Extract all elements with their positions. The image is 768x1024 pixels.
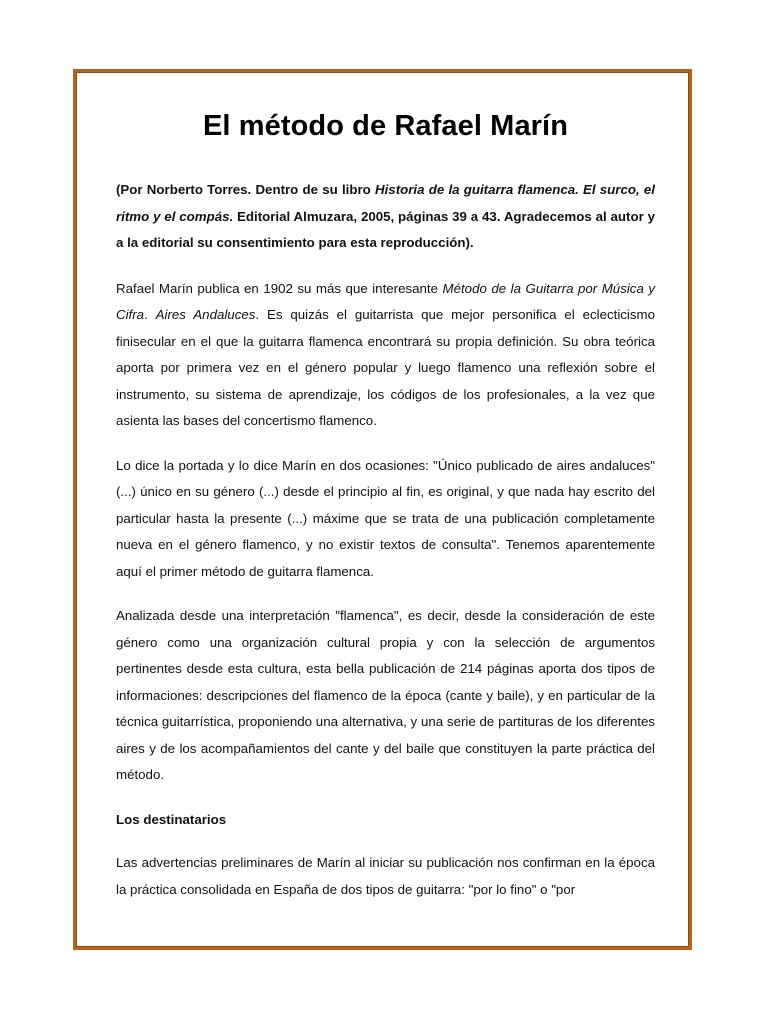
- book-title: Historia de la guitarra flamenca. El surco, el ritmo y el compás.: [116, 182, 655, 224]
- p1-separator: .: [144, 307, 156, 322]
- work-subtitle: Aires Andaluces: [155, 307, 256, 322]
- paragraph-2: Lo dice la portada y lo dice Marín en dos ocasiones: "Único publicado de aires andaluces" (...) único en su género (...) desde el principio al fin, es original, y que nada hay escrito del particular hasta la presente (...) máxime que se trata de una publicación completamente nueva en el género flamenco, y no existir textos de consulta". Tenemos aparentemente aquí el primer método de guitarra flamenca.: [116, 457, 655, 579]
- paragraph-3: Analizada desde una interpretación "flamenca", es decir, desde la consideración de este género como una organización cultural propia y con la selección de argumentos pertinentes desde esta cultura, esta bella publicación de 214 páginas aporta dos tipos de informaciones: descripciones del flamenco de la época (cante y baile), y en particular de la técnica guitarrística, proponiendo una alternativa, y una serie de partituras de los diferentes aires y de los acompañamientos del cante y del baile que constituyen la parte práctica del método.: [116, 608, 655, 782]
- section-heading: Los destinatarios: [116, 811, 227, 827]
- document-body: [116, 110, 655, 921]
- page-frame: [73, 69, 692, 950]
- work-title: Método de la Guitarra por Música y Cifra: [116, 280, 655, 322]
- paragraph-1: [116, 276, 655, 435]
- intro-prefix: (Por Norberto Torres. Dentro de su libro: [116, 182, 375, 197]
- paragraph-4: Las advertencias preliminares de Marín al iniciar su publicación nos confirman en la época la práctica consolidada en España de dos tipos de guitarra: "por lo fino" o "por: [116, 855, 655, 897]
- p1-suffix: . Es quizás el guitarrista que mejor personifica el eclecticismo finisecular en el que la guitarra flamenca encontrará su propia definición. Su obra teórica aporta por primera vez en el género popular y luego flamenco una reflexión sobre el instrumento, su sistema de aprendizaje, los códigos de los profesionales, a la vez que asienta las bases del concertismo flamenco.: [116, 307, 656, 428]
- intro-suffix: Editorial Almuzara, 2005, páginas 39 a 43. Agradecemos al autor y a la editorial su consentimiento para esta reproducción).: [116, 208, 655, 250]
- p1-prefix: Rafael Marín publica en 1902 su más que interesante: [116, 280, 443, 296]
- page-title: El método de Rafael Marín: [202, 110, 569, 142]
- intro-paragraph: [116, 177, 655, 257]
